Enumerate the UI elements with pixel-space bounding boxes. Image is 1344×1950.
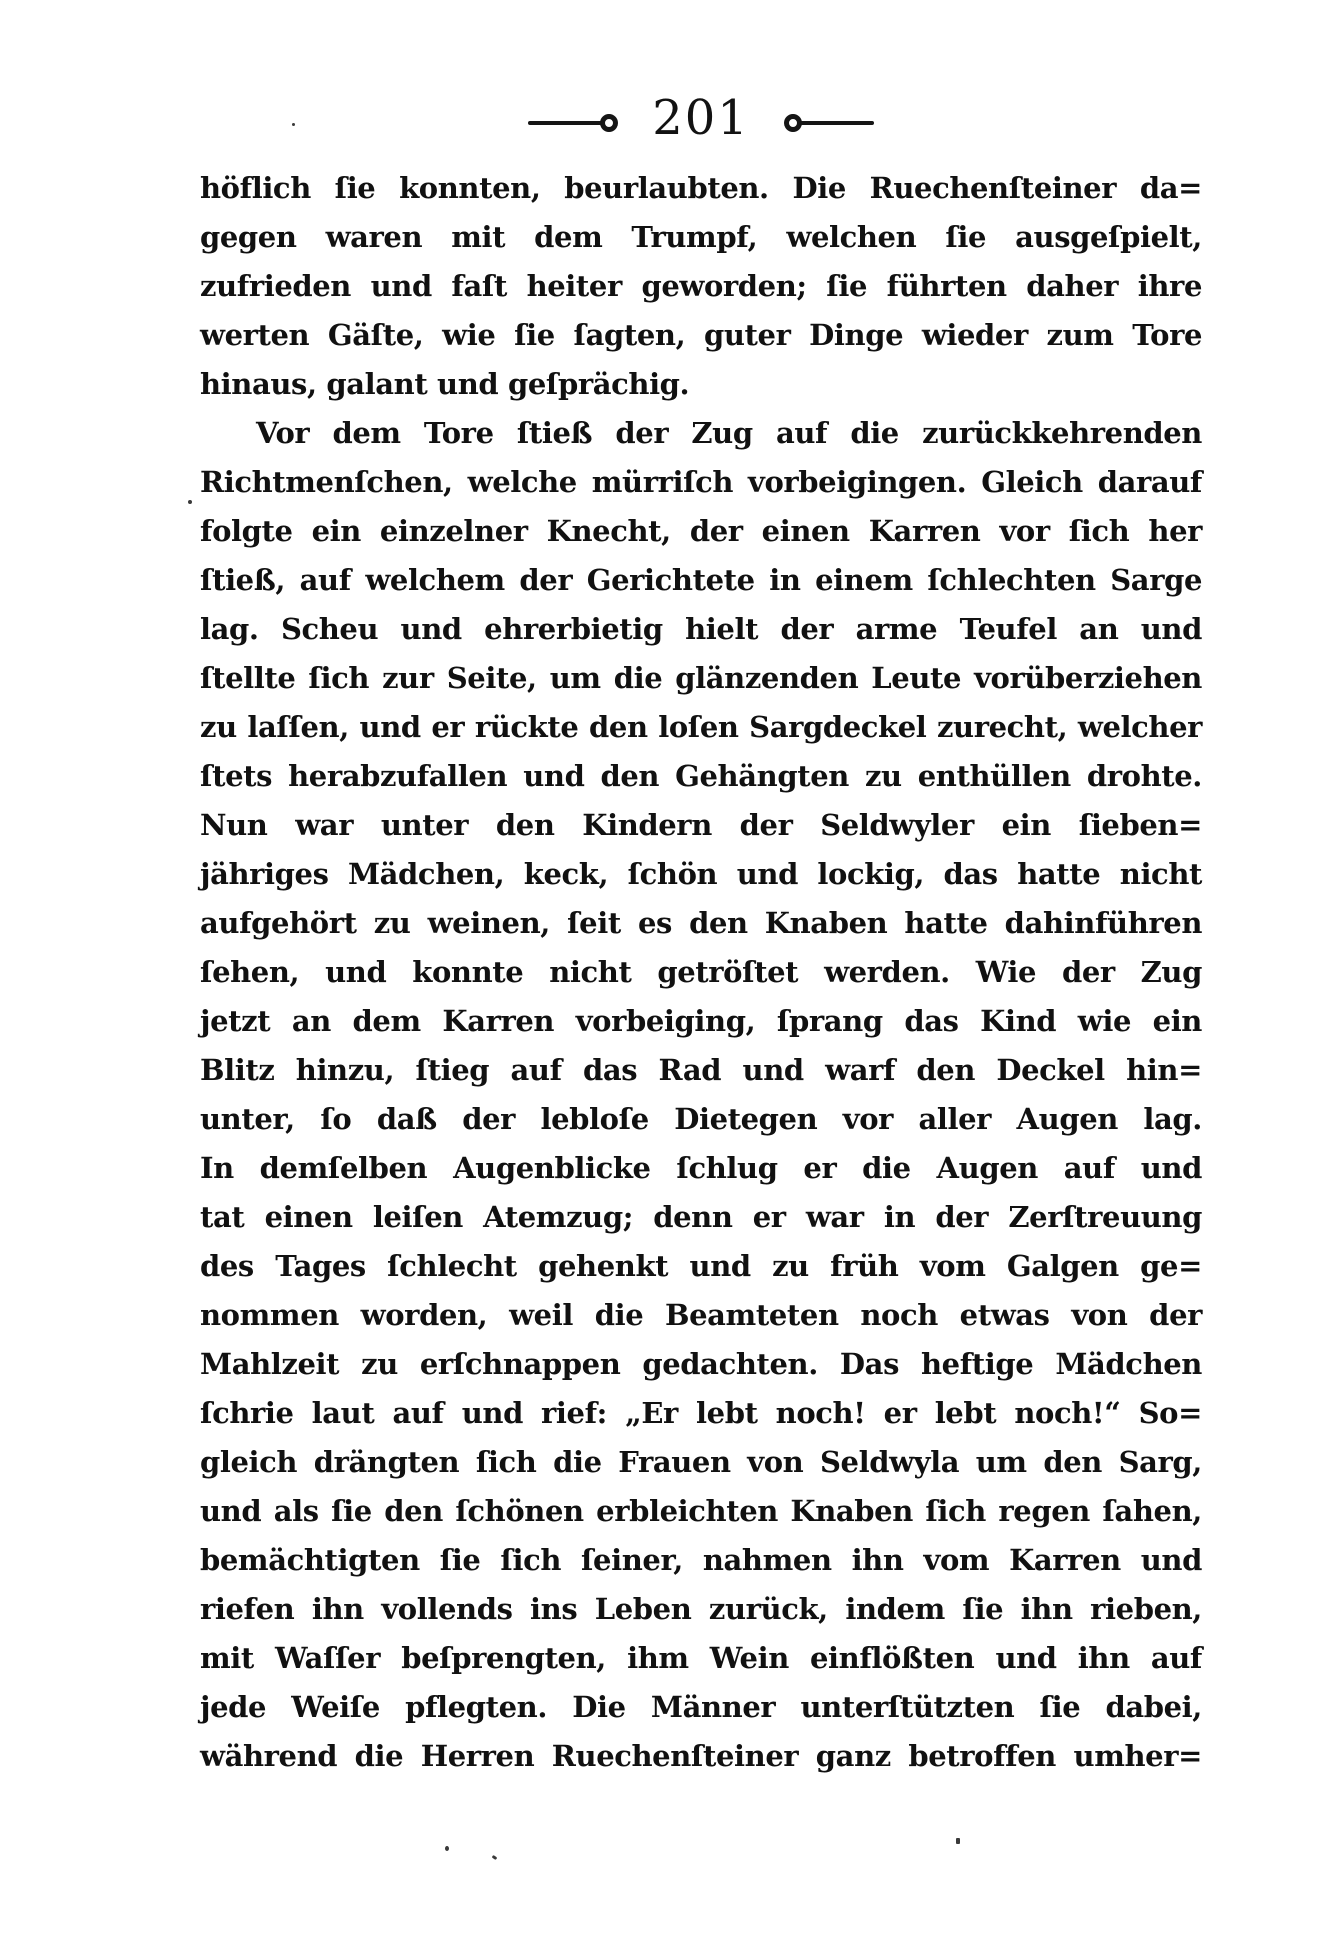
text-line: tat einen leiſen Atemzug; denn er war in der Zerſtreuung: [200, 1200, 1202, 1234]
text-line: zu laſſen, und er rückte den loſen Sargdeckel zurecht, welcher: [200, 710, 1202, 744]
text-line: höflich ſie konnten, beurlaubten. Die Ruechenſteiner da=: [200, 171, 1202, 205]
text-line: Richtmenſchen, welche mürriſch vorbeigingen. Gleich darauf: [200, 465, 1202, 499]
text-line: ſehen, und konnte nicht getröſtet werden. Wie der Zug: [200, 955, 1202, 989]
text-line: hinaus, galant und geſprächig.: [200, 367, 690, 401]
header-ornament-right: [784, 114, 874, 132]
text-line: werten Gäſte, wie ſie ſagten, guter Dinge wieder zum Tore: [200, 318, 1202, 352]
text-line: jetzt an dem Karren vorbeiging, ſprang das Kind wie ein: [200, 1004, 1202, 1038]
ornament-rule-icon: [528, 121, 602, 125]
text-line: In demſelben Augenblicke ſchlug er die Augen auf und: [200, 1151, 1202, 1185]
text-line: Mahlzeit zu erſchnappen gedachten. Das heftige Mädchen: [200, 1347, 1202, 1381]
page-header: [200, 92, 1202, 144]
scan-speck: [492, 1855, 498, 1860]
page-number: 201: [652, 90, 750, 146]
text-line: Vor dem Tore ſtieß der Zug auf die zurückkehrenden: [256, 416, 1202, 450]
text-line: jähriges Mädchen, keck, ſchön und lockig, das hatte nicht: [200, 857, 1202, 891]
text-line: während die Herren Ruechenſteiner ganz betroffen umher=: [200, 1739, 1202, 1773]
text-line: zufrieden und faſt heiter geworden; ſie führten daher ihre: [200, 269, 1202, 303]
text-line: ſtieß, auf welchem der Gerichtete in einem ſchlechten Sarge: [200, 563, 1202, 597]
text-line: und als ſie den ſchönen erbleichten Knaben ſich regen ſahen,: [200, 1494, 1202, 1528]
scan-speck: [188, 500, 192, 504]
text-line: riefen ihn vollends ins Leben zurück, indem ſie ihn rieben,: [200, 1592, 1202, 1626]
text-line: Blitz hinzu, ſtieg auf das Rad und warf den Deckel hin=: [200, 1053, 1202, 1087]
header-ornament-left: [528, 114, 618, 132]
ornament-rule-icon: [800, 121, 874, 125]
text-line: gegen waren mit dem Trumpf, welchen ſie ausgeſpielt,: [200, 220, 1202, 254]
text-line: nommen worden, weil die Beamteten noch etwas von der: [200, 1298, 1202, 1332]
text-line: ſtellte ſich zur Seite, um die glänzenden Leute vorüberziehen: [200, 661, 1202, 695]
text-line: aufgehört zu weinen, ſeit es den Knaben hatte dahinführen: [200, 906, 1202, 940]
text-line: folgte ein einzelner Knecht, der einen Karren vor ſich her: [200, 514, 1202, 548]
scan-speck: [956, 1838, 960, 1844]
text-line: jede Weiſe pflegten. Die Männer unterſtützten ſie dabei,: [200, 1690, 1202, 1724]
text-block: [200, 164, 1202, 1781]
text-line: unter, ſo daß der lebloſe Dietegen vor aller Augen lag.: [200, 1102, 1202, 1136]
text-line: lag. Scheu und ehrerbietig hielt der arme Teufel an und: [200, 612, 1202, 646]
text-line: mit Waſſer beſprengten, ihm Wein einflößten und ihn auf: [200, 1641, 1202, 1675]
scan-speck: [292, 123, 295, 126]
ornament-ring-icon: [600, 114, 618, 132]
text-line: ſtets herabzufallen und den Gehängten zu enthüllen drohte.: [200, 759, 1202, 793]
text-line: ſchrie laut auf und rief: „Er lebt noch! er lebt noch!“ So=: [200, 1396, 1202, 1430]
text-line: bemächtigten ſie ſich ſeiner, nahmen ihn vom Karren und: [200, 1543, 1202, 1577]
scan-speck: [445, 1846, 449, 1851]
text-line: Nun war unter den Kindern der Seldwyler ein ſieben=: [200, 808, 1202, 842]
text-line: des Tages ſchlecht gehenkt und zu früh vom Galgen ge=: [200, 1249, 1202, 1283]
text-line: gleich drängten ſich die Frauen von Seldwyla um den Sarg,: [200, 1445, 1202, 1479]
